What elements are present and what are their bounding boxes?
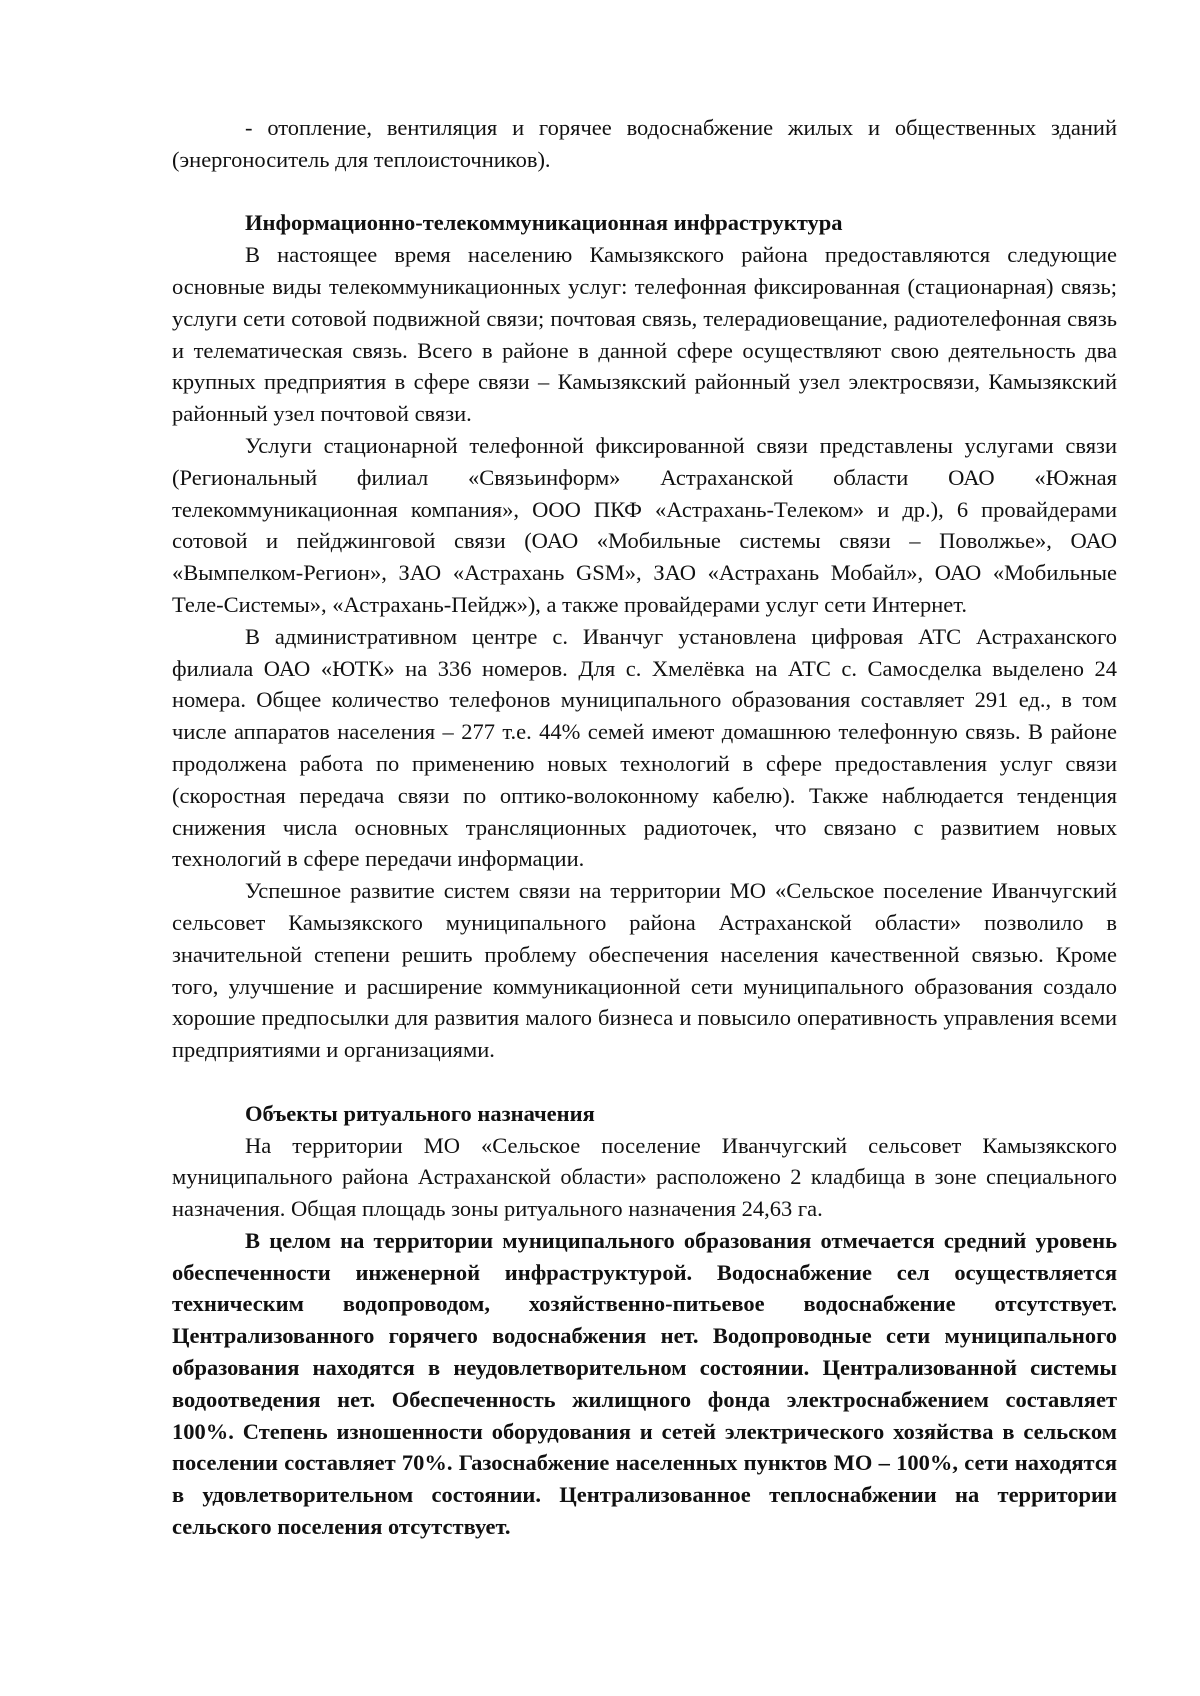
document-body [172, 112, 1117, 1543]
ritual-paragraph: На территории МО «Сельское поселение Иванчугский сельсовет Камызякского муниципального района Астраханской области» расположено 2 кладбища в зоне специального назначения. Общая площадь зоны ритуального назначения 24,63 га. [172, 1132, 1117, 1222]
intro-paragraph: - отопление, вентиляция и горячее водоснабжение жилых и общественных зданий (энергоноситель для теплоисточников). [172, 115, 1117, 172]
section-heading-telecom: Информационно-телекоммуникационная инфраструктура [245, 210, 843, 236]
telecom-paragraph-1: В настоящее время населению Камызякского района предоставляются следующие основные виды телекоммуникационных услуг: телефонная фиксированная (стационарная) связь; услуги сети сотовой подвижной связи; почтовая связь, телерадиовещание, радиотелефонная связь и телематическая связь. Всего в районе в данной сфере осуществляют свою деятельность два крупных предприятия в сфере связи – Камызякский районный узел электросвязи, Камызякский районный узел почтовой связи. [172, 242, 1117, 427]
telecom-paragraph-4: Успешное развитие систем связи на территории МО «Сельское поселение Иванчугский сельсовет Камызякского муниципального района Астраханской области» позволило в значительной степени решить проблему обеспечения населения качественной связью. Кроме того, улучшение и расширение коммуникационной сети муниципального образования создало хорошие предпосылки для развития малого бизнеса и повысило оперативность управления всеми предприятиями и организациями. [172, 878, 1117, 1063]
summary-paragraph: В целом на территории муниципального образования отмечается средний уровень обеспеченности инженерной инфраструктурой. Водоснабжение сел осуществляется техническим водопроводом, хозяйственно-питьевое водоснабжение отсутствует. Централизованного горячего водоснабжения нет. Водопроводные сети муниципального образования находятся в неудовлетворительном состоянии. Централизованной системы водоотведения нет. Обеспеченность жилищного фонда электроснабжением составляет 100%. Степень изношенности оборудования и сетей электрического хозяйства в сельском поселении составляет 70%. Газоснабжение населенных пунктов МО – 100%, сети находятся в удовлетворительном состоянии. Централизованное теплоснабжении на территории сельского поселения отсутствует. [172, 1227, 1117, 1540]
section-heading-ritual: Объекты ритуального назначения [245, 1100, 595, 1126]
telecom-paragraph-3: В административном центре с. Иванчуг установлена цифровая АТС Астраханского филиала ОАО «ЮТК» на 336 номеров. Для с. Хмелёвка на АТС с. Самосделка выделено 24 номера. Общее количество телефонов муниципального образования составляет 291 ед., в том числе аппаратов населения – 277 т.е. 44% семей имеют домашнюю телефонную связь. В районе продолжена работа по применению новых технологий в сфере предоставления услуг связи (скоростная передача связи по оптико-волоконному кабелю). Также наблюдается тенденция снижения числа основных трансляционных радиоточек, что связано с развитием новых технологий в сфере передачи информации. [172, 623, 1117, 872]
telecom-paragraph-2: Услуги стационарной телефонной фиксированной связи представлены услугами связи (Региональный филиал «Связьинформ» Астраханской области ОАО «Южная телекоммуникационная компания», ООО ПКФ «Астрахань-Телеком» и др.), 6 провайдерами сотовой и пейджинговой связи (ОАО «Мобильные системы связи – Поволжье», ОАО «Вымпелком-Регион», ЗАО «Астрахань GSM», ЗАО «Астрахань Мобайл», ОАО «Мобильные Теле-Системы», «Астрахань-Пейдж»), а также провайдерами услуг сети Интернет. [172, 432, 1117, 617]
